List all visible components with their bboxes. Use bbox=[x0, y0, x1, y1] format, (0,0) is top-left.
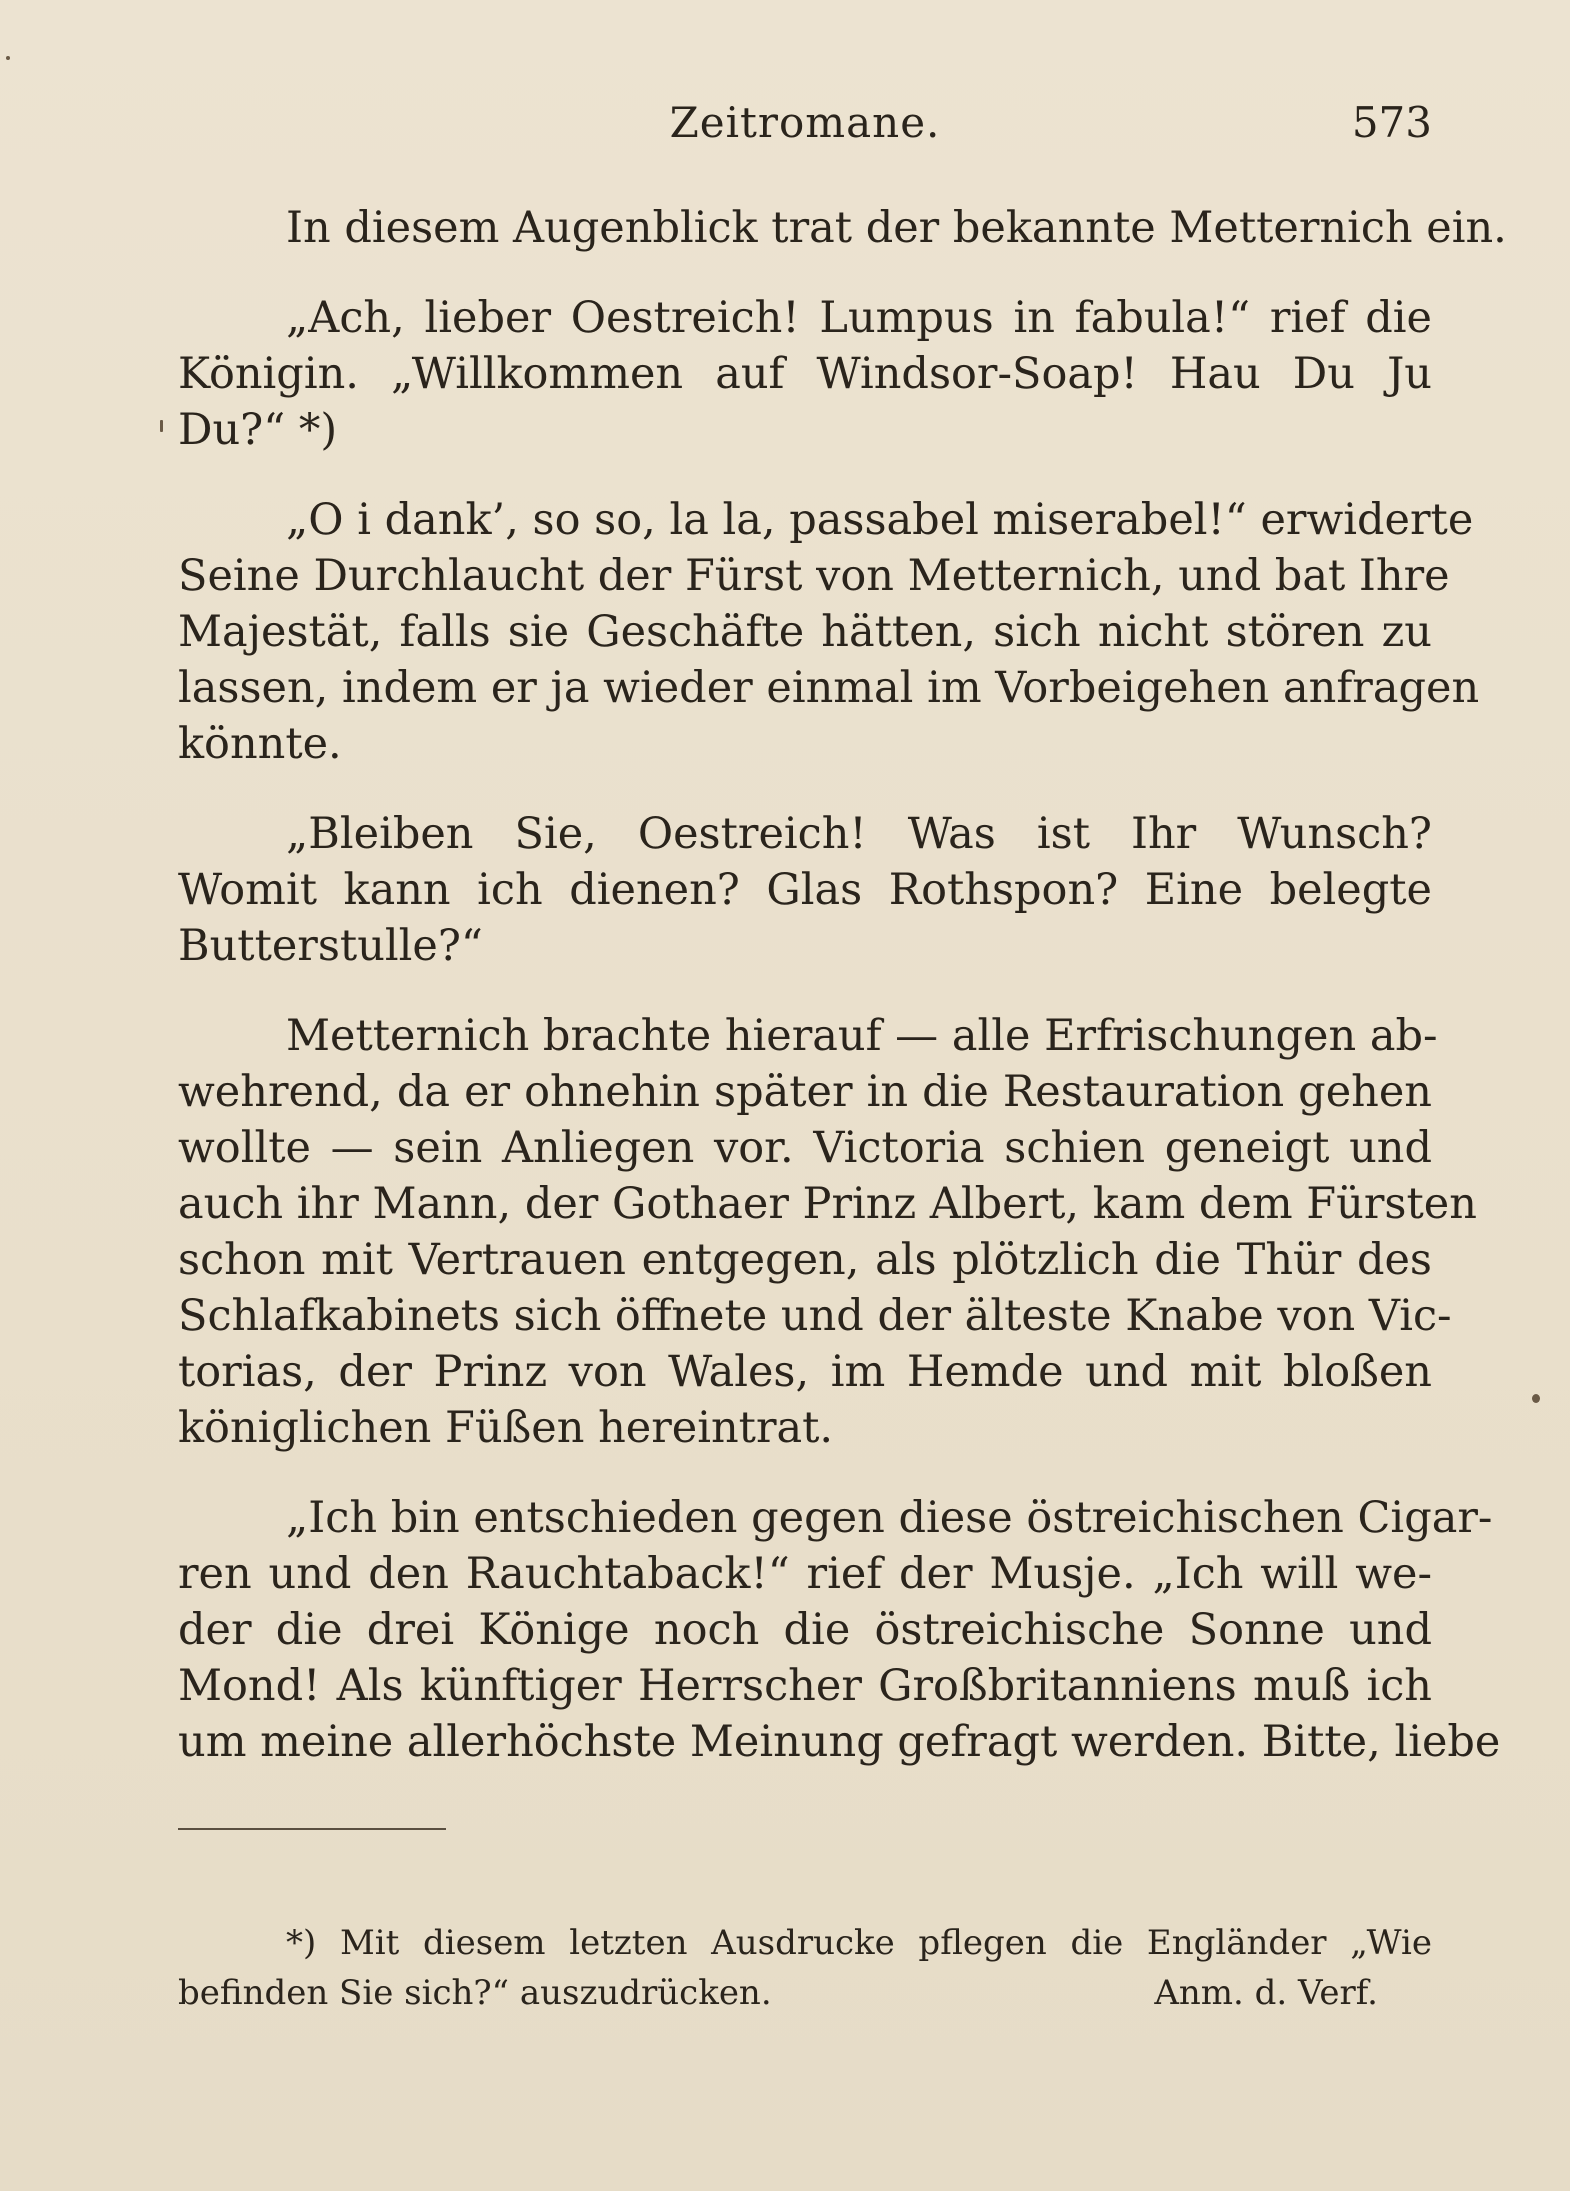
footnote-line: *) Mit diesem letzten Ausdrucke pflegen die Engländer „Wie bbox=[286, 1923, 1432, 1963]
body-text bbox=[178, 200, 1507, 1804]
paragraph bbox=[178, 290, 1432, 458]
paragraph bbox=[178, 806, 1432, 974]
page-number: 573 bbox=[1351, 98, 1432, 147]
paragraph bbox=[178, 1008, 1477, 1456]
paragraph bbox=[178, 200, 1507, 256]
running-header bbox=[178, 92, 1432, 162]
text-line: wehrend, da er ohnehin später in die Restauration gehen bbox=[178, 1067, 1432, 1117]
text-line: Schlafkabinets sich öffnete und der älteste Knabe von Vic- bbox=[178, 1291, 1452, 1341]
footnote-line-text: befinden Sie sich?“ auszudrücken. bbox=[178, 1973, 772, 2013]
text-line: Majestät, falls sie Geschäfte hätten, sich nicht stören zu bbox=[178, 607, 1432, 657]
text-line: um meine allerhöchste Meinung gefragt werden. Bitte, liebe bbox=[178, 1717, 1501, 1767]
text-line: lassen, indem er ja wieder einmal im Vorbeigehen anfragen bbox=[178, 663, 1480, 713]
footnote bbox=[178, 1918, 1432, 2018]
running-title: Zeitromane. bbox=[669, 98, 941, 147]
footnote-line-last bbox=[178, 1968, 1432, 2018]
footnote-rule bbox=[178, 1828, 446, 1830]
text-line: „O i dank’, so so, la la, passabel miserabel!“ erwiderte bbox=[286, 495, 1474, 545]
text-line: königlichen Füßen hereintrat. bbox=[178, 1403, 834, 1453]
text-line: schon mit Vertrauen entgegen, als plötzlich die Thür des bbox=[178, 1235, 1432, 1285]
text-line: der die drei Könige noch die östreichische Sonne und bbox=[178, 1605, 1432, 1655]
text-line: Butterstulle?“ bbox=[178, 921, 483, 971]
text-line: Metternich brachte hierauf — alle Erfrischungen ab- bbox=[286, 1011, 1438, 1061]
text-line: torias, der Prinz von Wales, im Hemde und mit bloßen bbox=[178, 1347, 1432, 1397]
footnote-signature: Anm. d. Verf. bbox=[1154, 1973, 1378, 2013]
text-line: Königin. „Willkommen auf Windsor-Soap! Hau Du Ju bbox=[178, 349, 1432, 399]
text-line: Mond! Als künftiger Herrscher Großbritanniens muß ich bbox=[178, 1661, 1432, 1711]
text-line: „Bleiben Sie, Oestreich! Was ist Ihr Wunsch? bbox=[286, 809, 1432, 859]
text-line: Du?“ *) bbox=[178, 405, 338, 455]
text-line: Seine Durchlaucht der Fürst von Metternich, und bat Ihre bbox=[178, 551, 1450, 601]
paper-speck bbox=[160, 420, 163, 432]
paper-speck bbox=[1532, 1394, 1540, 1403]
paper-speck bbox=[6, 56, 10, 60]
text-line: In diesem Augenblick trat der bekannte Metternich ein. bbox=[286, 203, 1507, 253]
text-line: auch ihr Mann, der Gothaer Prinz Albert, kam dem Fürsten bbox=[178, 1179, 1477, 1229]
paragraph bbox=[178, 492, 1480, 772]
paragraph bbox=[178, 1490, 1501, 1770]
text-line: „Ich bin entschieden gegen diese östreichischen Cigar- bbox=[286, 1493, 1493, 1543]
text-line: wollte — sein Anliegen vor. Victoria schien geneigt und bbox=[178, 1123, 1432, 1173]
text-line: „Ach, lieber Oestreich! Lumpus in fabula!“ rief die bbox=[286, 293, 1432, 343]
text-line: ren und den Rauchtaback!“ rief der Musje. „Ich will we- bbox=[178, 1549, 1432, 1599]
text-line: könnte. bbox=[178, 719, 342, 769]
text-line: Womit kann ich dienen? Glas Rothspon? Eine belegte bbox=[178, 865, 1432, 915]
